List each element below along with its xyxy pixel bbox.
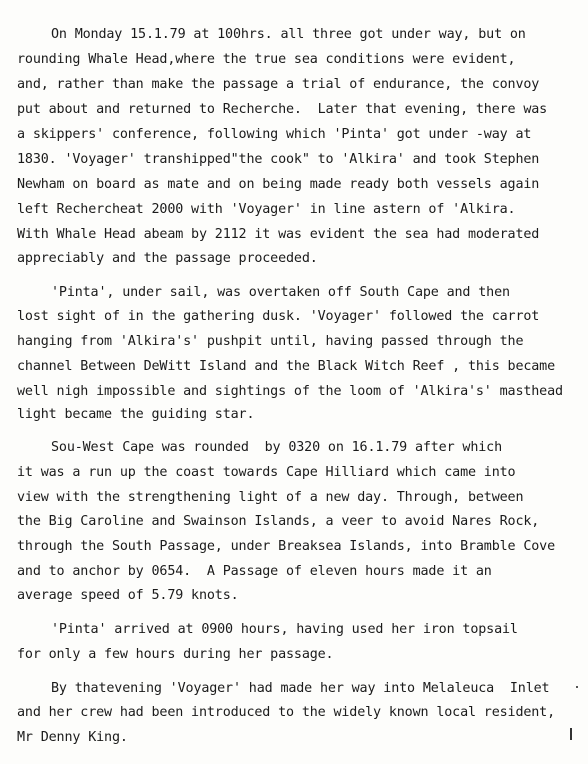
text-line: left Rechercheat 2000 with 'Voyager' in line astern of 'Alkira. xyxy=(17,202,516,217)
margin-mark xyxy=(570,728,572,740)
text-line: Sou-West Cape was rounded by 0320 on 16.1.79 after which xyxy=(51,440,502,455)
text-line: On Monday 15.1.79 at 100hrs. all three got under way, but on xyxy=(51,27,526,42)
text-line: 1830. 'Voyager' transhipped"the cook" to 'Alkira' and took Stephen xyxy=(17,152,540,167)
text-line: rounding Whale Head,where the true sea conditions were evident, xyxy=(17,52,516,67)
text-line: 'Pinta' arrived at 0900 hours, having used her iron topsail xyxy=(51,622,518,637)
text-line: 'Pinta', under sail, was overtaken off South Cape and then xyxy=(51,285,510,300)
text-line: and to anchor by 0654. A Passage of eleven hours made it an xyxy=(17,564,492,579)
text-line: light became the guiding star. xyxy=(17,407,255,422)
text-line: average speed of 5.79 knots. xyxy=(17,588,239,603)
text-line: appreciably and the passage proceeded. xyxy=(17,251,318,266)
text-line: for only a few hours during her passage. xyxy=(17,647,334,662)
text-line: it was a run up the coast towards Cape Hilliard which came into xyxy=(17,465,516,480)
margin-mark xyxy=(576,686,578,688)
text-line: a skippers' conference, following which 'Pinta' got under -way at xyxy=(17,127,532,142)
text-line: Mr Denny King. xyxy=(17,730,128,745)
text-line: view with the strengthening light of a new day. Through, between xyxy=(17,490,524,505)
text-line: channel Between DeWitt Island and the Black Witch Reef , this became xyxy=(17,359,556,374)
text-line: lost sight of in the gathering dusk. 'Voyager' followed the carrot xyxy=(17,309,540,324)
text-line: hanging from 'Alkira's' pushpit until, having passed through the xyxy=(17,334,524,349)
text-line: and, rather than make the passage a trial of endurance, the convoy xyxy=(17,77,540,92)
text-line: By thatevening 'Voyager' had made her way into Melaleuca Inlet xyxy=(51,681,550,696)
text-line: Newham on board as mate and on being made ready both vessels again xyxy=(17,177,540,192)
text-line: the Big Caroline and Swainson Islands, a veer to avoid Nares Rock, xyxy=(17,514,540,529)
text-line: and her crew had been introduced to the widely known local resident, xyxy=(17,705,556,720)
text-line: through the South Passage, under Breaksea Islands, into Bramble Cove xyxy=(17,539,556,554)
text-line: well nigh impossible and sightings of the loom of 'Alkira's' masthead xyxy=(17,384,563,399)
text-line: With Whale Head abeam by 2112 it was evident the sea had moderated xyxy=(17,227,540,242)
text-line: put about and returned to Recherche. Later that evening, there was xyxy=(17,102,548,117)
